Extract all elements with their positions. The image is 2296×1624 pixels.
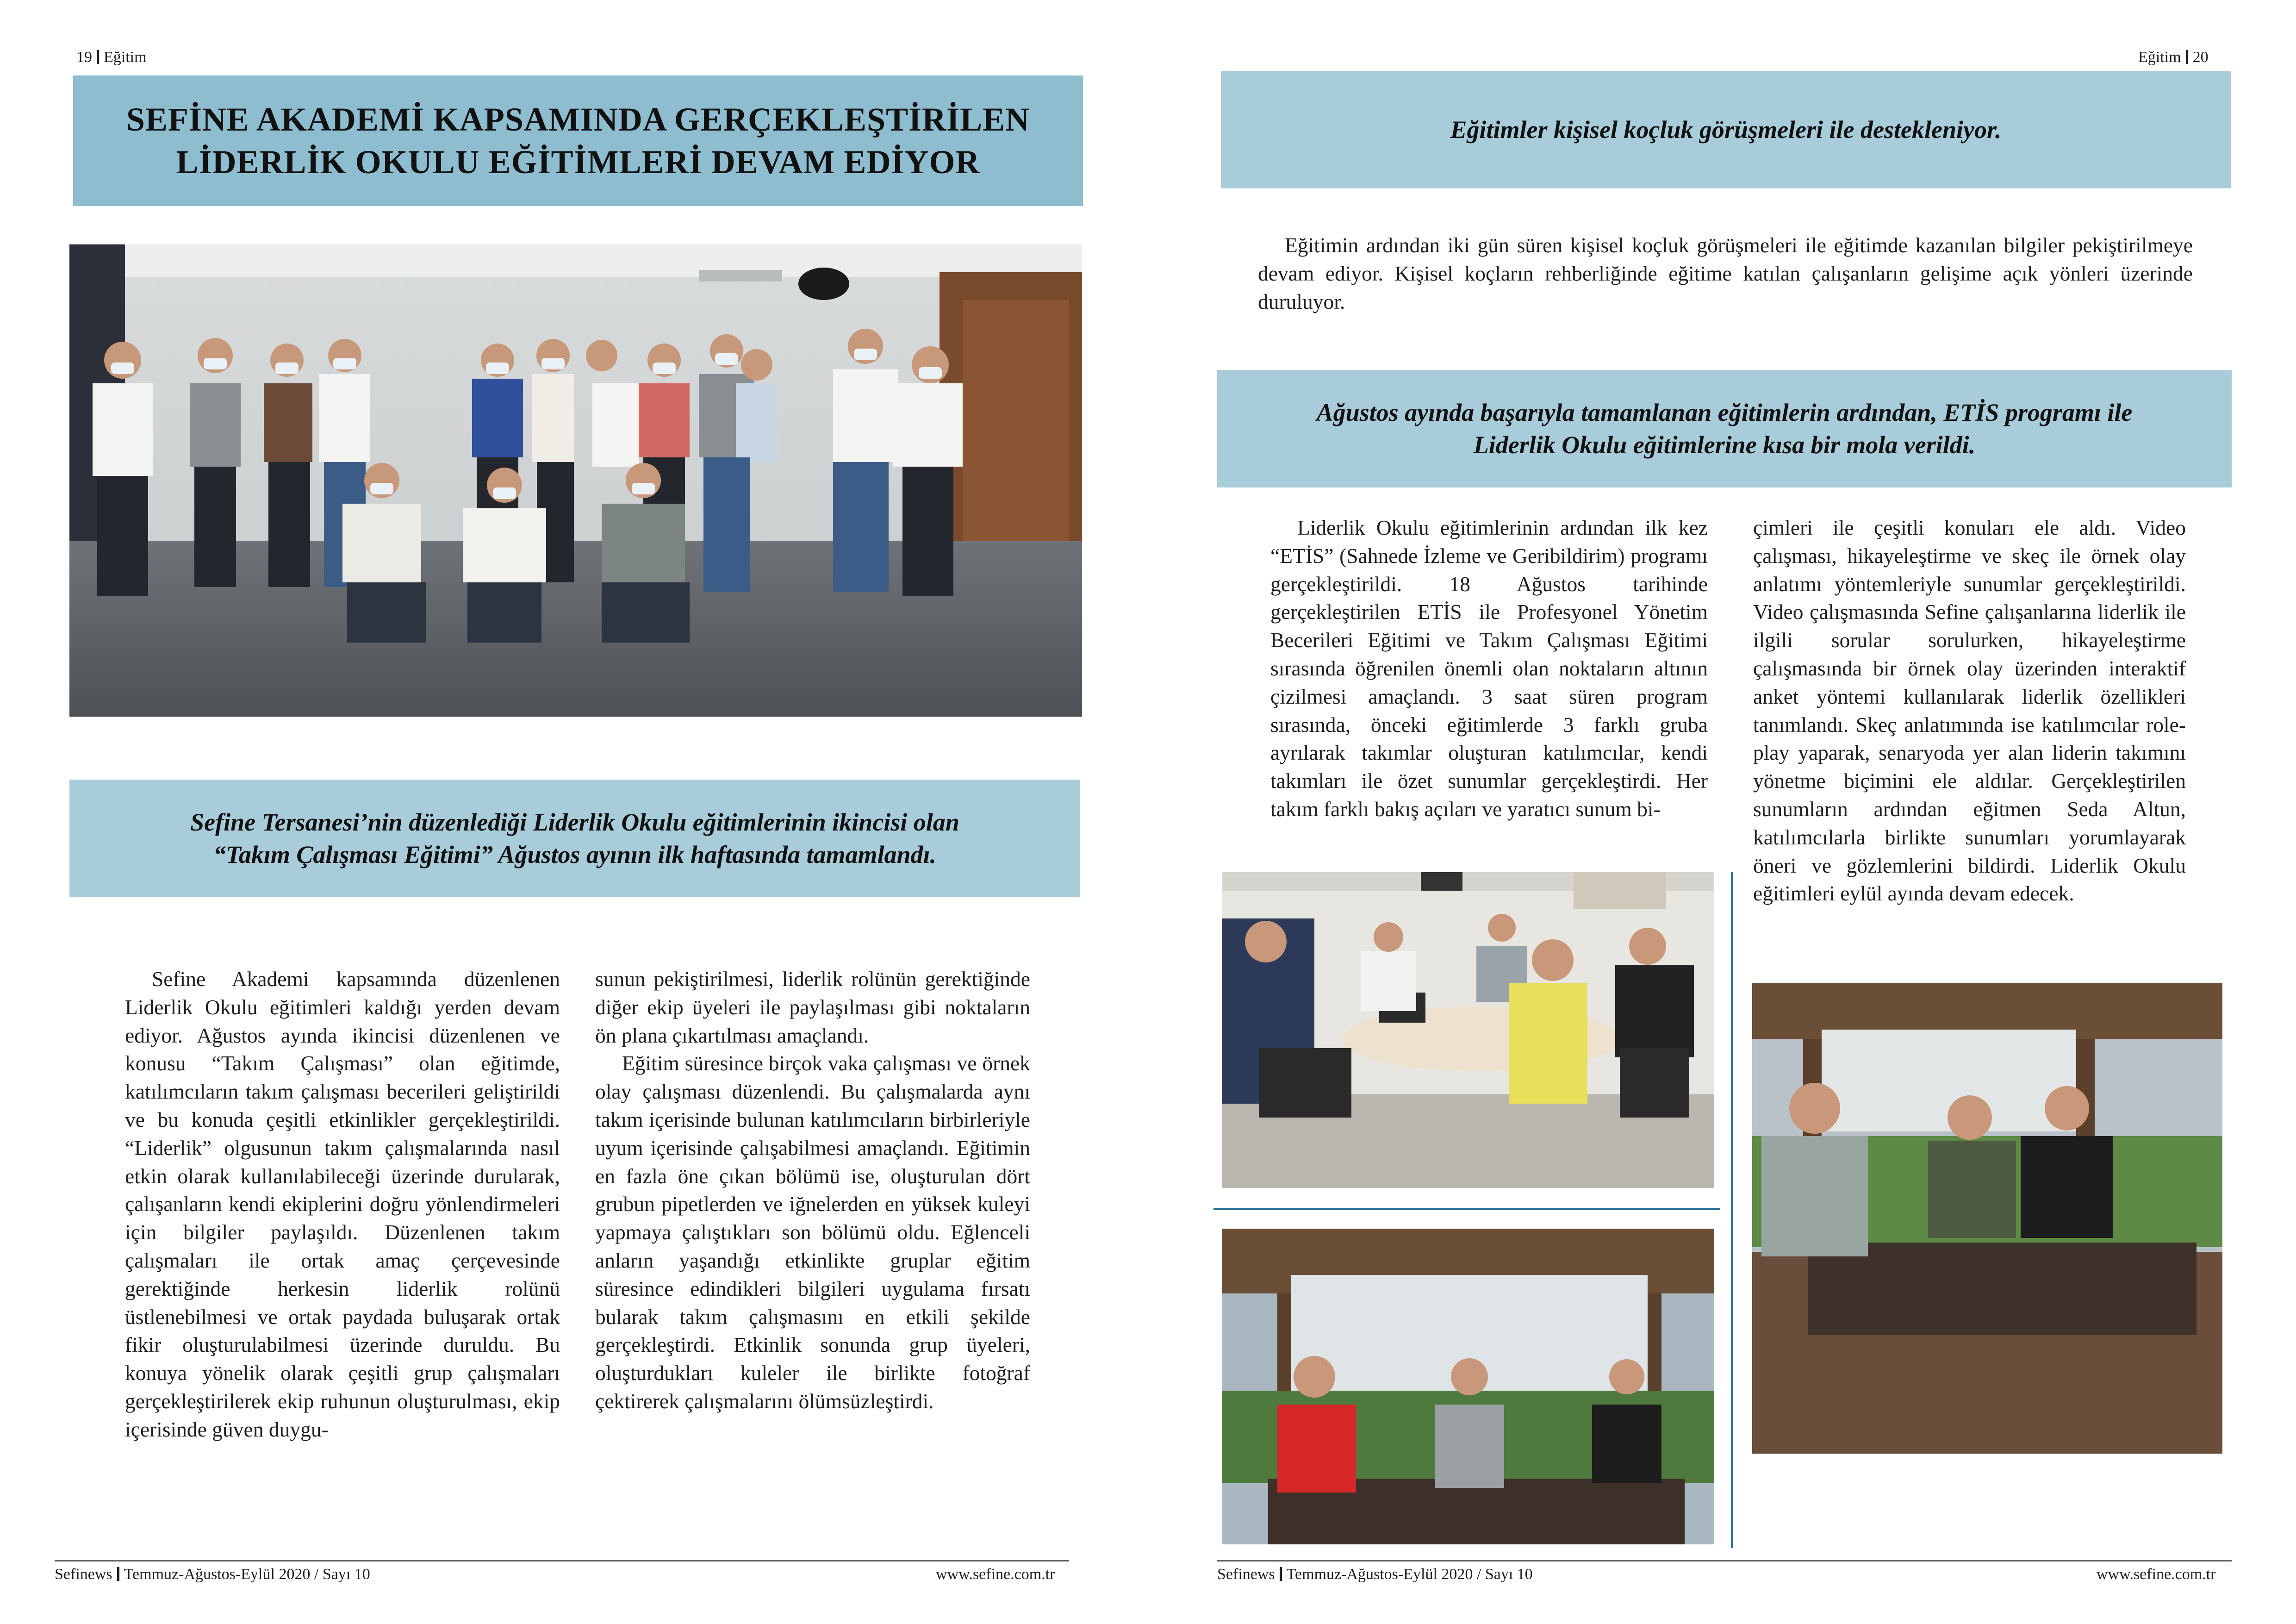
paragraph: Eğitimin ardından iki gün süren kişisel koçluk görüşmeleri ile eğitimde kazanılan bilgiler pekiştirilmeye devam ediyor. Kişisel koçların rehberliğinde eğitime katılan çalışanların gelişime açık yönleri üzerinde duruluyor. <box>1258 233 2193 313</box>
left-column-1 <box>125 965 560 1444</box>
etis-banner-text <box>1317 396 2133 461</box>
gazebo-photo-2 <box>1752 983 2222 1454</box>
page-number: 19 <box>76 49 92 66</box>
etis-banner <box>1217 370 2232 487</box>
left-page-number <box>76 48 147 67</box>
article-title-line-1: SEFİNE AKADEMİ KAPSAMINDA GERÇEKLEŞTİRİLEN <box>126 101 1030 138</box>
article-title <box>126 98 1030 183</box>
issue-info: Temmuz-Ağustos-Eylül 2020 / Sayı 10 <box>124 1566 370 1583</box>
separator <box>2186 50 2188 64</box>
right-footer-rule <box>1217 1560 2232 1562</box>
article-subtitle <box>190 806 959 871</box>
right-column-2 <box>1753 514 2186 908</box>
paragraph: sunun pekiştirilmesi, liderlik rolünün gerektiğinde diğer ekip üyeleri ile paylaşılması gibi noktaların ön plana çıkartılması amaçlandı. <box>595 967 1030 1047</box>
magazine-name: Sefinews <box>1217 1566 1275 1583</box>
gazebo-photo-1 <box>1222 1229 1714 1544</box>
meeting-room-photo <box>1222 872 1714 1188</box>
left-footer-rule <box>55 1560 1069 1562</box>
separator <box>97 50 99 64</box>
left-column-2 <box>595 965 1030 1416</box>
page-number: 20 <box>2192 49 2209 66</box>
right-page-number <box>2138 48 2209 67</box>
separator <box>1280 1567 1282 1581</box>
etis-banner-line-1: Ağustos ayında başarıyla tamamlanan eğitimlerin ardından, ETİS programı ile <box>1316 399 2133 426</box>
magazine-name: Sefinews <box>55 1566 112 1583</box>
column-divider-rule <box>1731 872 1733 1548</box>
article-title-banner <box>73 75 1083 206</box>
section-label: Eğitim <box>104 49 147 66</box>
group-photo <box>69 244 1082 717</box>
right-footer-url: www.sefine.com.tr <box>2097 1566 2216 1583</box>
paragraph: Sefine Akademi kapsamında düzenlenen Liderlik Okulu eğitimleri kaldığı yerden devam ediyor. Ağustos ayında ikincisi düzenlenen ve konusu “Takım Çalışması” olan eğitimde, katılımcıların takım çalışması becerileri geliştirildi ve bu konuda çeşitli etkinlikler gerçekleştirildi. “Liderlik” olgusunun takım çalışmalarında nasıl etkin olarak kullanılabileceği üzerinde durularak, çalışanların kendi ekiplerini doğru yönlendirmeleri için bilgiler paylaşıldı. Düzenlenen takım çalışmaları ile ortak amaç çerçevesinde gerektiğinde herkesin liderlik rolünü üstlenebilmesi ve ortak paydada buluşarak ortak fikir oluşturulabilmesi üzerinde duruldu. Bu konuya yönelik olarak çeşitli grup çalışmaları gerçekleştirilerek ekip ruhunun oluşturulması, ekip içerisinde güven duygu- <box>125 967 560 1441</box>
section-label: Eğitim <box>2138 49 2181 66</box>
issue-info: Temmuz-Ağustos-Eylül 2020 / Sayı 10 <box>1286 1566 1533 1583</box>
coaching-banner <box>1221 71 2231 188</box>
left-footer-url: www.sefine.com.tr <box>936 1566 1055 1583</box>
article-subtitle-line-2: “Takım Çalışması Eğitimi” Ağustos ayının ilk haftasında tamamlandı. <box>213 841 937 868</box>
article-subtitle-line-1: Sefine Tersanesi’nin düzenlediği Liderlik Okulu eğitimlerinin ikincisi olan <box>190 808 959 836</box>
paragraph: Liderlik Okulu eğitimlerinin ardından ilk kez “ETİS” (Sahnede İzleme ve Geribildirim) programı gerçekleştirildi. 18 Ağustos tarihinde gerçekleştirilen ETİS ile Profesyonel Yönetim Becerileri Eğitimi ve Takım Çalışması Eğitimi sırasında öğrenilen önemli olan noktaların altının çizilmesi amaçlandı. 3 saat süren program sırasında, önceki eğitimlerde 3 farklı gruba ayrılarak takımlar oluşturan katılımcılar, kendi takımları ile özet sunumlar gerçekleştirdi. Her takım farklı bakış açıları ve yaratıcı sunum bi- <box>1270 516 1708 821</box>
paragraph: Eğitim süresince birçok vaka çalışması ve örnek olay çalışması düzenlendi. Bu çalışmalarda aynı takım içerisinde bulunan katılımcıların birbirleriyle uyum içerisinde çalışabilmesi amaçlandı. Eğitimin en fazla öne çıkan bölümü ise, oluşturulan dört grubun pipetlerden ve iğnelerden en yüksek kuleyi yapmaya çalıştıkları son bölümü oldu. Eğlenceli anların yaşandığı etkinlikte gruplar eğitim süresince edindikleri bilgileri uygulama fırsatı bularak takım çalışmasını en etkili şekilde gerçekleştirdi. Etkinlik sonunda grup üyeleri, oluşturdukları kuleler ile birlikte fotoğraf çektirerek çalışmalarını ölümsüzleştirdi. <box>595 1051 1030 1413</box>
right-intro <box>1258 231 2193 316</box>
right-column-1 <box>1270 514 1708 824</box>
article-subtitle-banner <box>69 780 1080 897</box>
left-footer <box>55 1565 370 1584</box>
coaching-banner-text: Eğitimler kişisel koçluk görüşmeleri ile destekleniyor. <box>1450 116 2002 144</box>
photo-divider-rule <box>1213 1208 1720 1210</box>
article-title-line-2: LİDERLİK OKULU EĞİTİMLERİ DEVAM EDİYOR <box>176 144 980 181</box>
paragraph: çimleri ile çeşitli konuları ele aldı. Video çalışması, hikayeleştirme ve skeç ile örnek olay anlatımı yöntemleriyle sunumlar gerçekleştirildi. Video çalışmasında Sefine çalışanlarına liderlik ile ilgili sorular sorulurken, hikayeleştirme çalışmasında bir örnek olay üzerinden interaktif anket yöntemi kullanılarak liderlik özellikleri tanımlandı. Skeç anlatımında ise katılımcılar role-play yaparak, senaryoda yer alan liderin takımını yönetme biçimini ele aldılar. Gerçekleştirilen sunumların ardından eğitmen Seda Altun, katılımcılarla birlikte sunumları yorumlayarak öneri ve gözlemlerini bildirdi. Liderlik Okulu eğitimleri eylül ayında devam edecek. <box>1753 516 2186 906</box>
separator <box>117 1567 119 1581</box>
etis-banner-line-2: Liderlik Okulu eğitimlerine kısa bir mola verildi. <box>1473 431 1976 459</box>
right-footer <box>1217 1565 1533 1584</box>
